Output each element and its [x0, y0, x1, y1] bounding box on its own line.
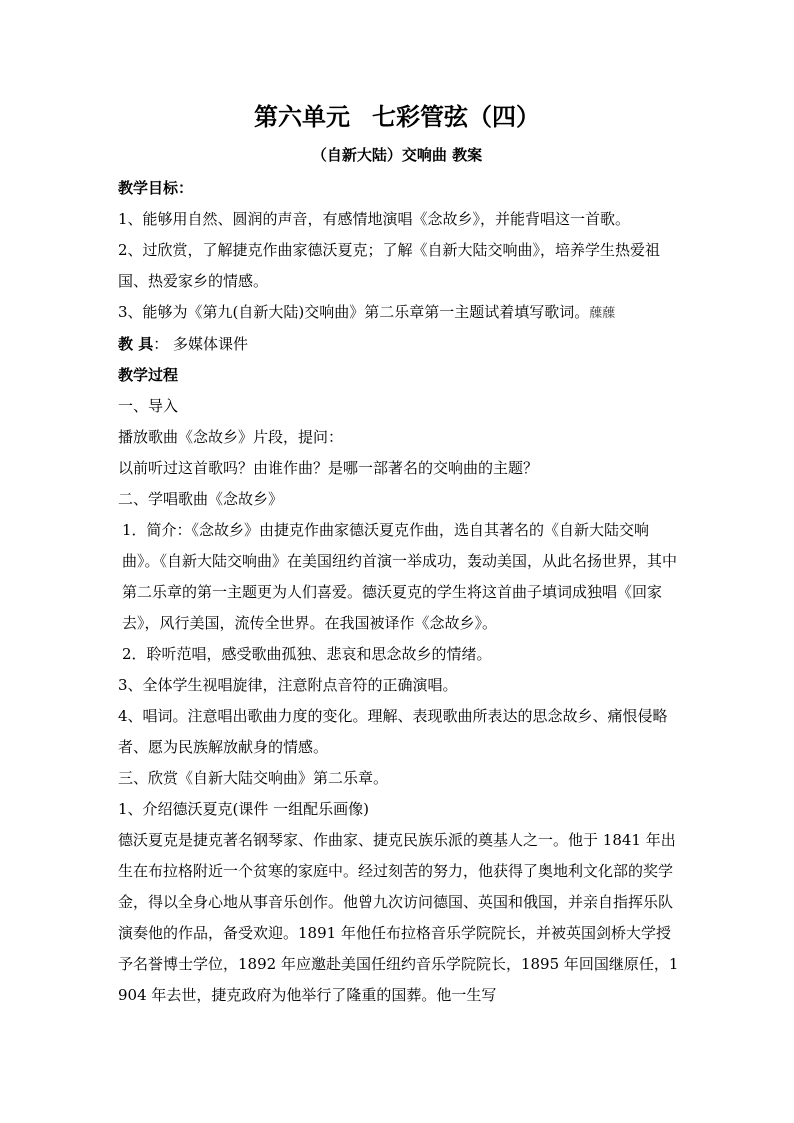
objective-2: 2、过欣赏，了解捷克作曲家德沃夏克；了解《自新大陆交响曲》，培养学生热爱祖国、热爱家乡的情感。 — [118, 241, 661, 290]
teaching-tools-value: ： 多媒体课件 — [153, 335, 249, 353]
page-title — [0, 100, 794, 134]
step-intro-heading: 一、导入 — [118, 397, 179, 415]
page-subtitle: （自新大陆）交响曲 教案 — [311, 146, 483, 164]
step-appreciate-composer: 1、介绍德沃夏克(课件 一组配乐画像) — [118, 800, 370, 818]
composer-bio: 德沃夏克是捷克著名钢琴家、作曲家、捷克民族乐派的奠基人之一。他于 1841 年出生在布拉格附近一个贫寒的家庭中。经过刻苦的努力，他获得了奥地利文化部的奖学金，得以全身心地从事音乐创作。他曾九次访问德国、英国和俄国，并亲自指挥乐队演奏他的作品，备受欢迎。1891 年他任布拉格音乐学院院长，并被英国剑桥大学授予名誉博士学位，1892 年应邀赴美国任纽约音乐学院院长，1895 年回国继原任，1904 年去世，捷克政府为他举行了隆重的国葬。他一生写 — [118, 831, 679, 1004]
title-topic: 七彩管弦（四） — [372, 102, 540, 131]
step-sing-listen: 2．聆听范唱，感受歌曲孤独、悲哀和思念故乡的情绪。 — [122, 645, 492, 663]
section-heading-objectives: 教学目标： — [118, 179, 194, 197]
step-sing-melody: 3、全体学生视唱旋律，注意附点音符的正确演唱。 — [118, 676, 458, 694]
teaching-tools — [118, 329, 682, 360]
document-body — [118, 173, 682, 1011]
step-intro-play: 播放歌曲《念故乡》片段，提问： — [118, 428, 344, 446]
step-sing-heading: 二、学唱歌曲《念故乡》 — [118, 490, 284, 508]
step-sing-intro: 1．简介：《念故乡》由捷克作曲家德沃夏克作曲，选自其著名的《自新大陆交响曲》。《自新大陆交响曲》在美国纽约首演一举成功，轰动美国，从此名扬世界，其中第二乐章的第一主题更为人们喜爱。德沃夏克的学生将这首曲子填词成独唱《回家去》，风行美国，流传全世界。在我国被译作《念故乡》。 — [122, 521, 678, 632]
objective-1: 1、能够用自然、圆润的声音，有感情地演唱《念故乡》，并能背唱这一首歌。 — [118, 210, 631, 228]
section-heading-process: 教学过程 — [118, 366, 179, 384]
teaching-tools-label: 教 具 — [118, 335, 154, 353]
trailing-mark: 䕈䕈 — [589, 306, 616, 321]
title-unit: 第六单元 — [254, 102, 350, 131]
step-sing-lyrics: 4、唱词。注意唱出歌曲力度的变化。理解、表现歌曲所表达的思念故乡、痛恨侵略者、愿为民族解放献身的情感。 — [118, 707, 668, 756]
step-appreciate-heading: 三、欣赏《自新大陆交响曲》第二乐章。 — [118, 769, 389, 787]
objective-3 — [118, 297, 682, 329]
step-intro-question: 以前听过这首歌吗？由谁作曲？是哪一部著名的交响曲的主题？ — [118, 459, 539, 477]
objective-3-text: 3、能够为《第九(自新大陆)交响曲》第二乐章第一主题试着填写歌词。 — [118, 303, 590, 321]
